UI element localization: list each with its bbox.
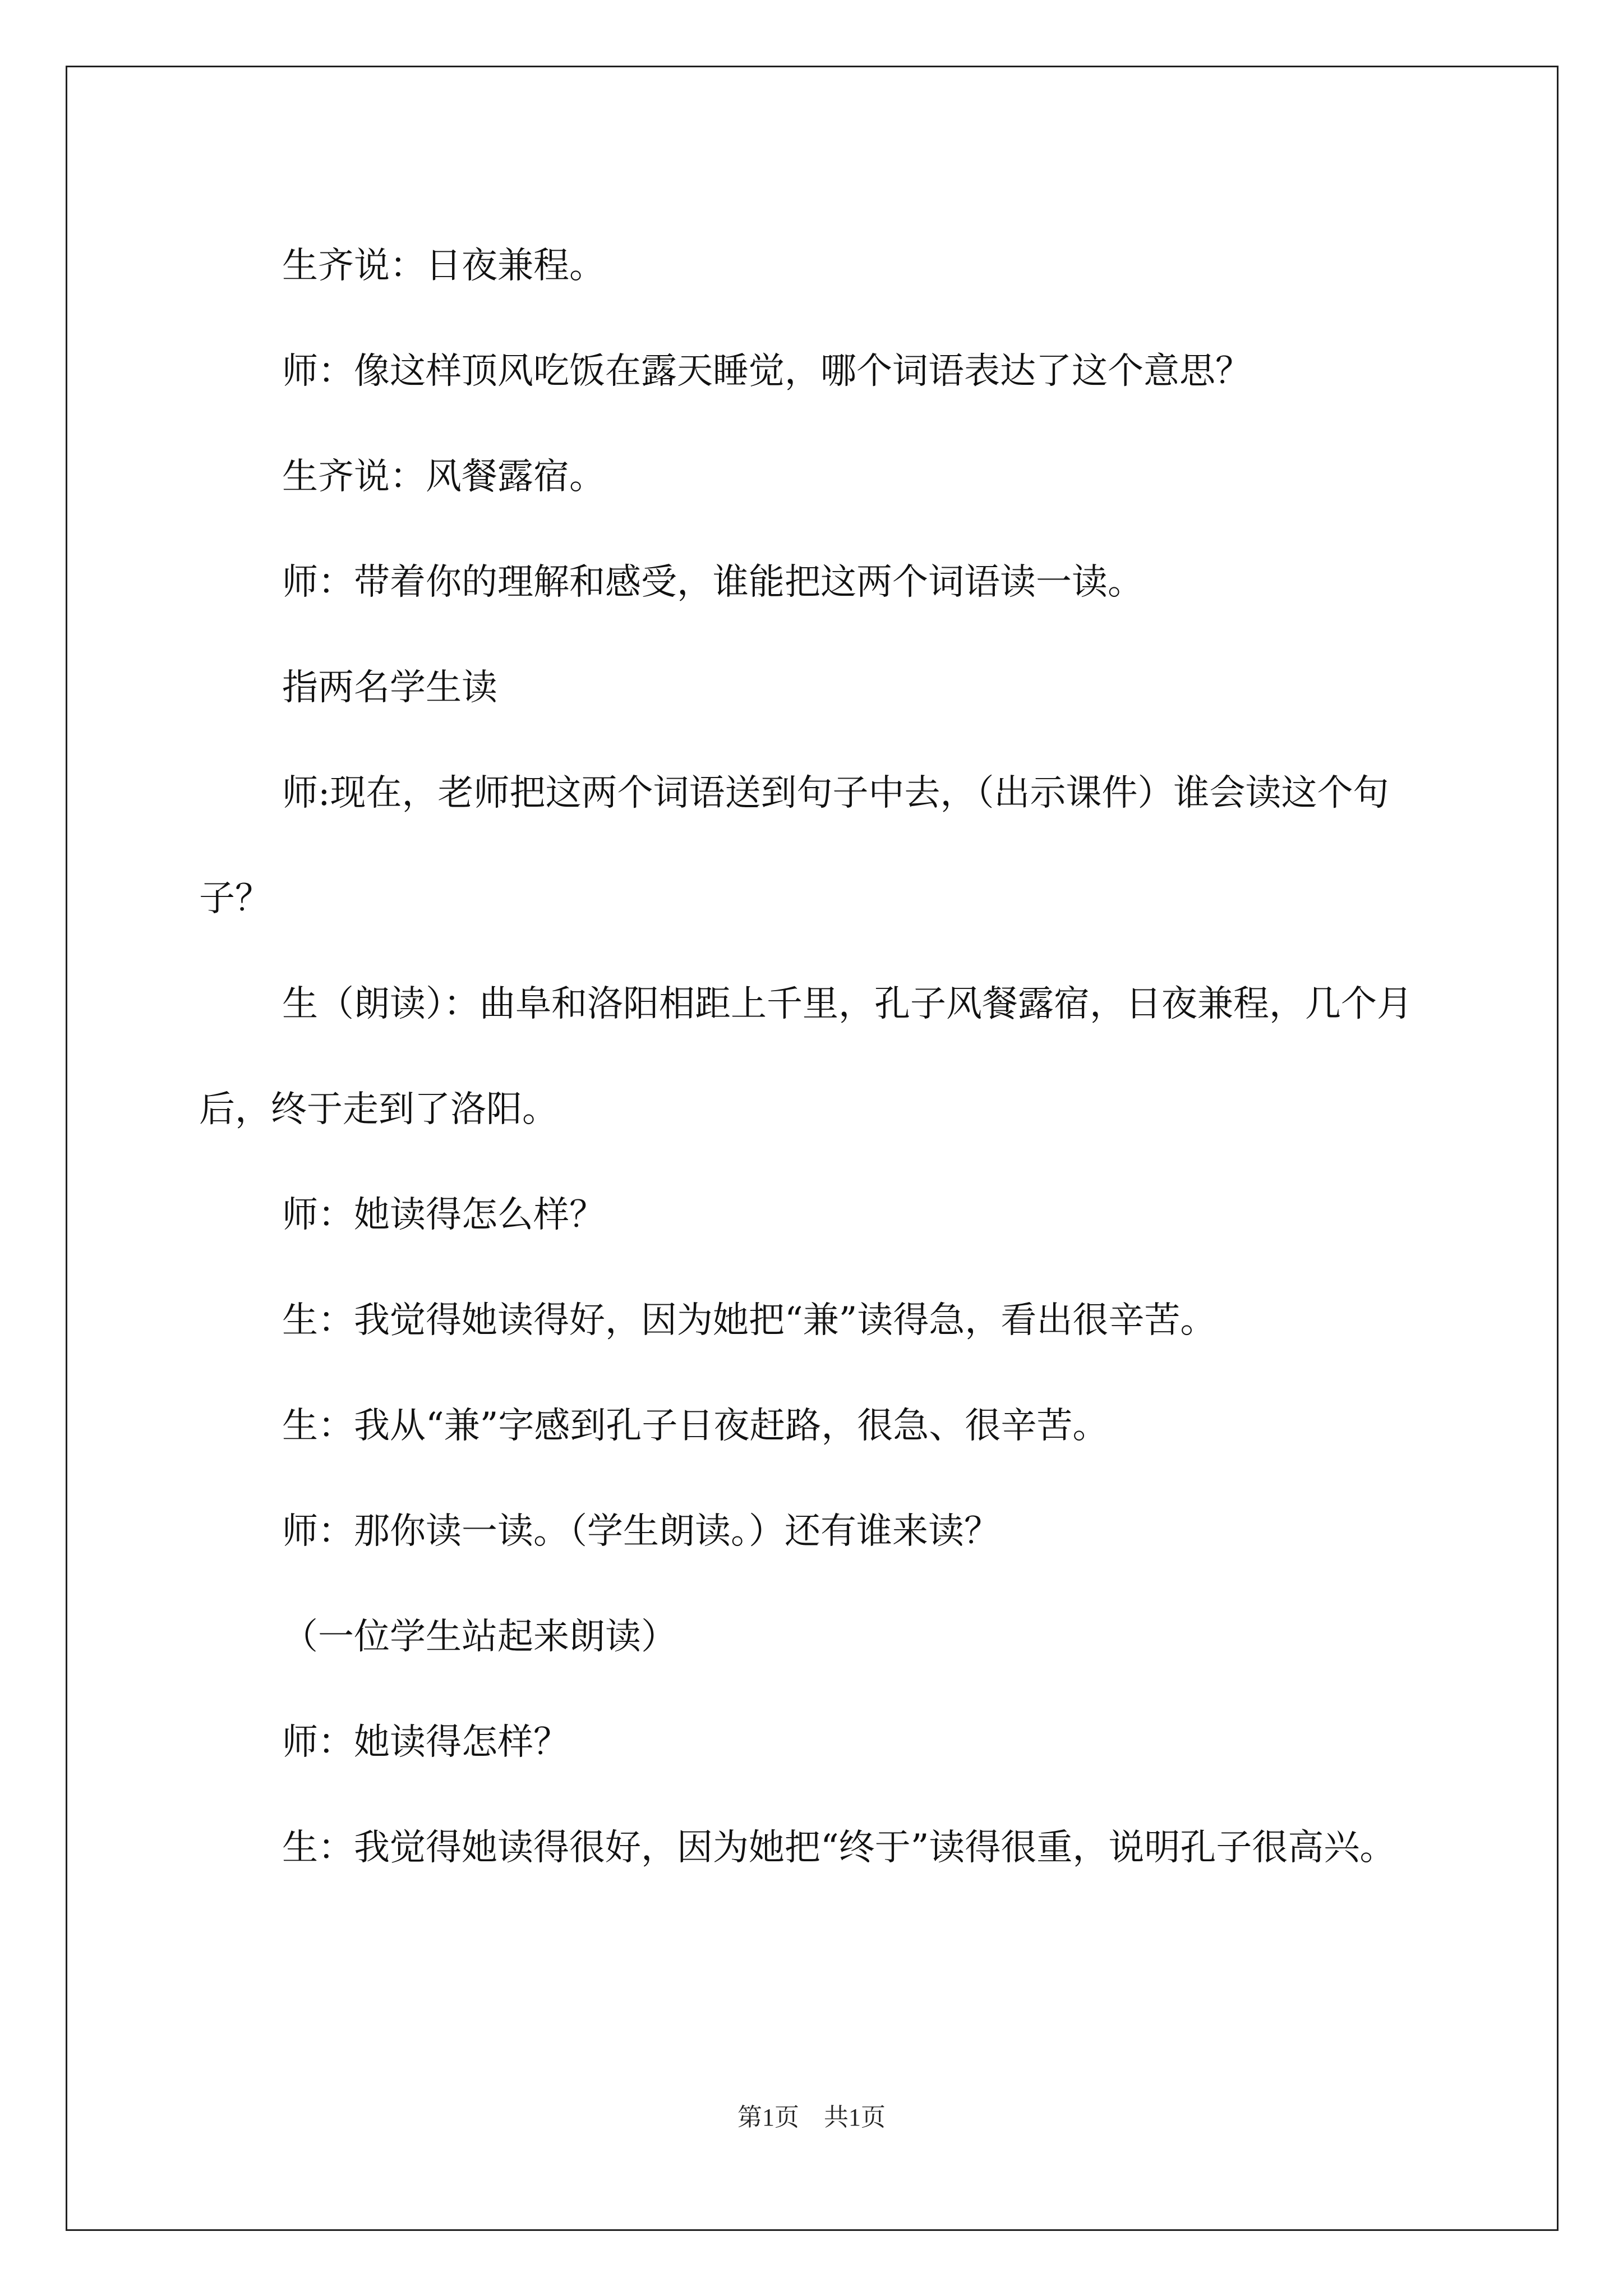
paragraph: 师：那你读一读。（学生朗读。）还有谁来读？	[282, 1511, 1000, 1552]
paragraph: 师：她读得怎么样？	[282, 1194, 605, 1236]
paragraph: 生：我从“兼”字感到孔子日夜赶路，很急、很辛苦。	[282, 1405, 1109, 1447]
paragraph: （一位学生站起来朗读）	[282, 1616, 677, 1658]
paragraph: 生齐说：日夜兼程。	[282, 245, 605, 287]
paragraph: 生：我觉得她读得好，因为她把“兼”读得急，看出很辛苦。	[282, 1300, 1216, 1341]
paragraph: 指两名学生读	[282, 667, 497, 708]
paragraph: 生（朗读）：曲阜和洛阳相距上千里，孔子风餐露宿，日夜兼程，几个月后，终于走到了洛阳。	[199, 983, 1413, 1130]
paragraph: 师：像这样顶风吃饭在露天睡觉，哪个词语表达了这个意思？	[282, 351, 1251, 392]
paragraph: 师：带着你的理解和感受，谁能把这两个词语读一读。	[282, 562, 1144, 603]
document-body	[199, 213, 1433, 1901]
paragraph: 师：她读得怎样？	[282, 1722, 569, 1763]
paragraph: 生：我觉得她读得很好，因为她把“终于”读得很重，说明孔子很高兴。	[282, 1827, 1396, 1869]
paragraph: 生齐说：风餐露宿。	[282, 456, 605, 498]
paragraph: 师:现在，老师把这两个词语送到句子中去，（出示课件）谁会读这个句子？	[199, 772, 1389, 919]
page-footer: 第1页 共1页	[737, 2104, 886, 2131]
